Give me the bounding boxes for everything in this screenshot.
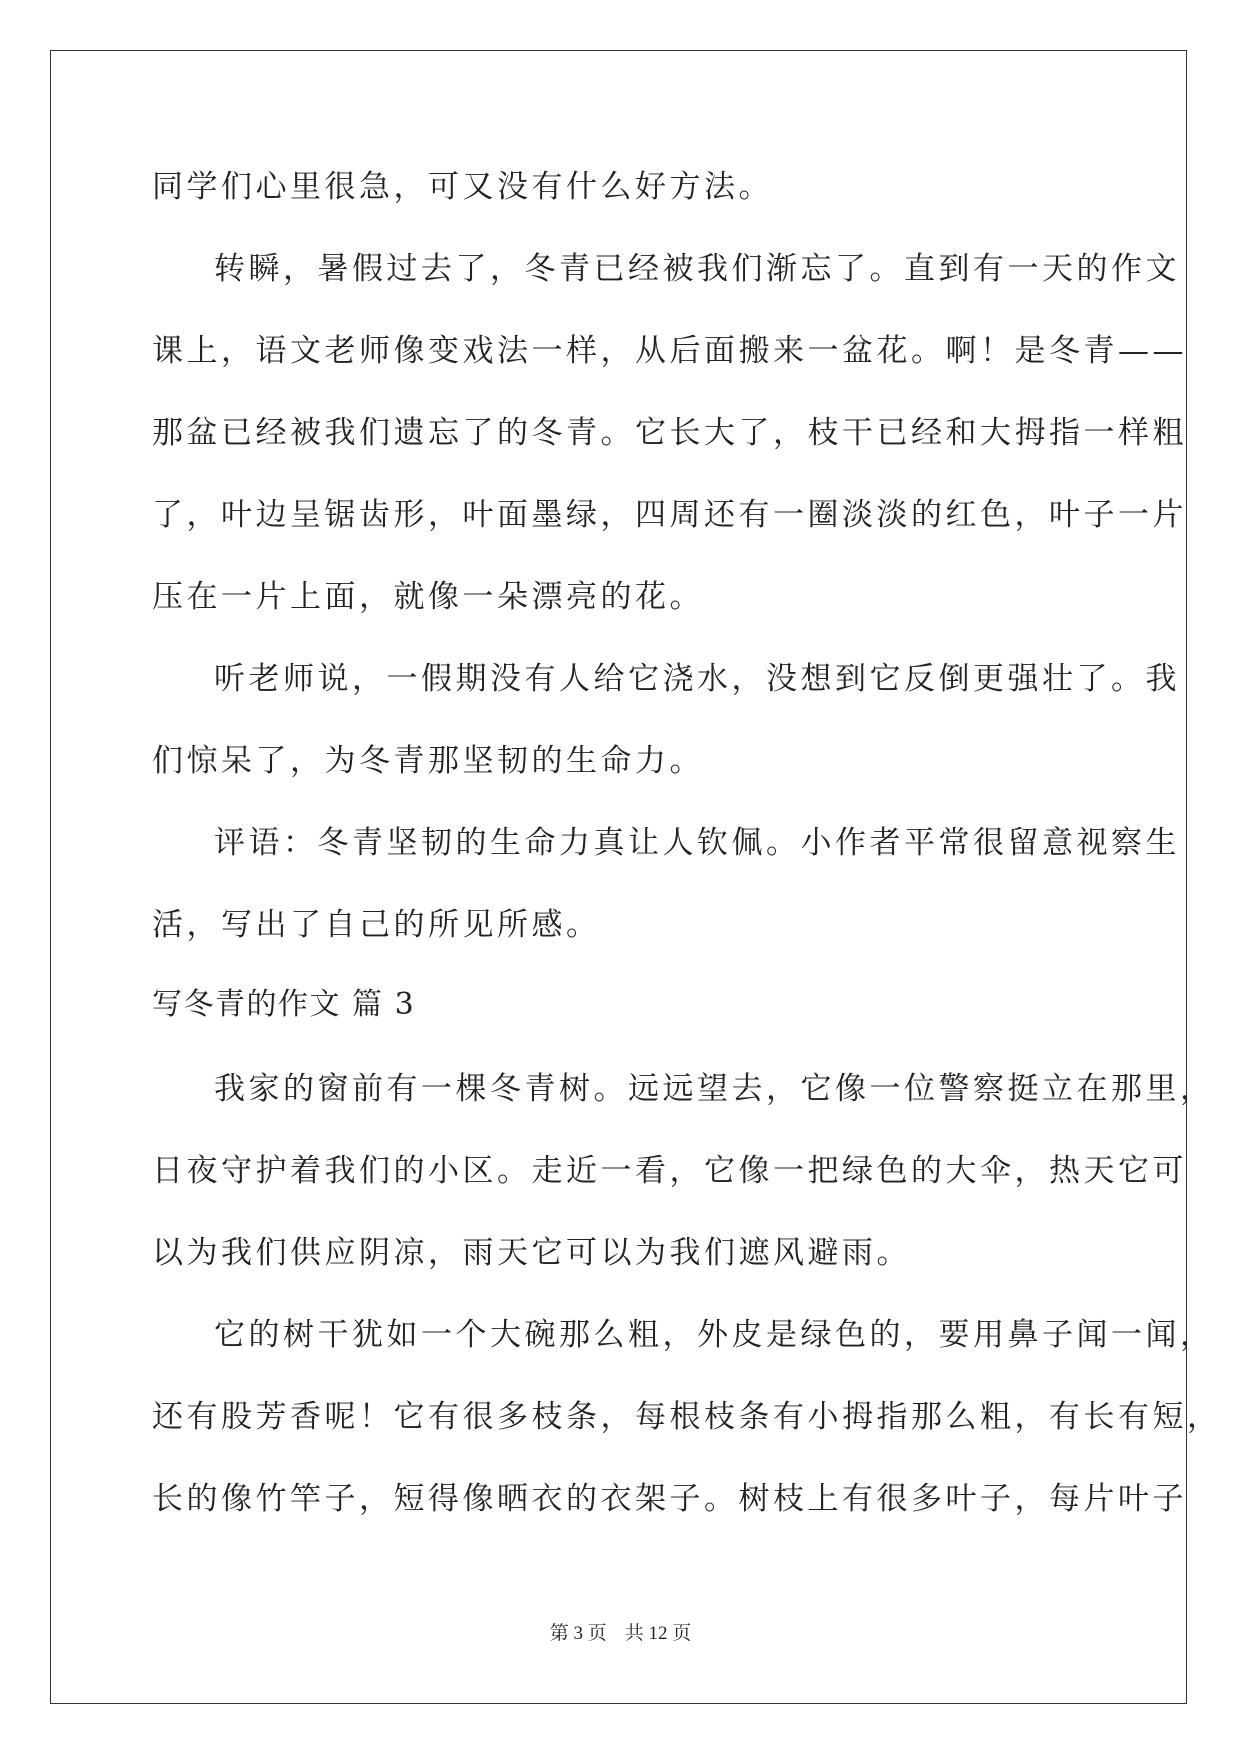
- text-line-12: 我家的窗前有一棵冬青树。远远望去，它像一位警察挺立在那里，: [214, 1071, 1215, 1107]
- page-number: 第 3 页: [549, 1623, 607, 1644]
- section-heading: 写冬青的作文 篇 3: [152, 987, 416, 1022]
- page-footer: [0, 1622, 1241, 1646]
- text-line-2: 转瞬，暑假过去了，冬青已经被我们渐忘了。直到有一天的作文: [214, 251, 1180, 287]
- text-line-14: 以为我们供应阴凉，雨天它可以为我们遮风避雨。: [152, 1235, 911, 1271]
- text-line-10: 活，写出了自己的所见所感。: [152, 907, 601, 943]
- text-line-13: 日夜守护着我们的小区。走近一看，它像一把绿色的大伞，热天它可: [152, 1153, 1187, 1189]
- text-line-5: 了，叶边呈锯齿形，叶面墨绿，四周还有一圈淡淡的红色，叶子一片: [152, 497, 1187, 533]
- text-line-9: 评语：冬青坚韧的生命力真让人钦佩。小作者平常很留意视察生: [214, 825, 1180, 861]
- text-line-15: 它的树干犹如一个大碗那么粗，外皮是绿色的，要用鼻子闻一闻，: [214, 1317, 1215, 1353]
- text-line-1: 同学们心里很急，可又没有什么好方法。: [152, 169, 773, 205]
- text-line-8: 们惊呆了，为冬青那坚韧的生命力。: [152, 743, 704, 779]
- text-line-7: 听老师说，一假期没有人给它浇水，没想到它反倒更强壮了。我: [214, 661, 1180, 697]
- text-line-6: 压在一片上面，就像一朵漂亮的花。: [152, 579, 704, 615]
- text-line-4: 那盆已经被我们遗忘了的冬青。它长大了，枝干已经和大拇指一样粗: [152, 415, 1187, 451]
- text-line-3: 课上，语文老师像变戏法一样，从后面搬来一盆花。啊！是冬青——: [152, 333, 1187, 369]
- page-total: 共 12 页: [624, 1623, 692, 1644]
- text-line-17: 长的像竹竿子，短得像晒衣的衣架子。树枝上有很多叶子，每片叶子: [152, 1481, 1187, 1517]
- page-frame: [50, 50, 1222, 1704]
- text-line-16: 还有股芳香呢！它有很多枝条，每根枝条有小拇指那么粗，有长有短，: [152, 1399, 1222, 1435]
